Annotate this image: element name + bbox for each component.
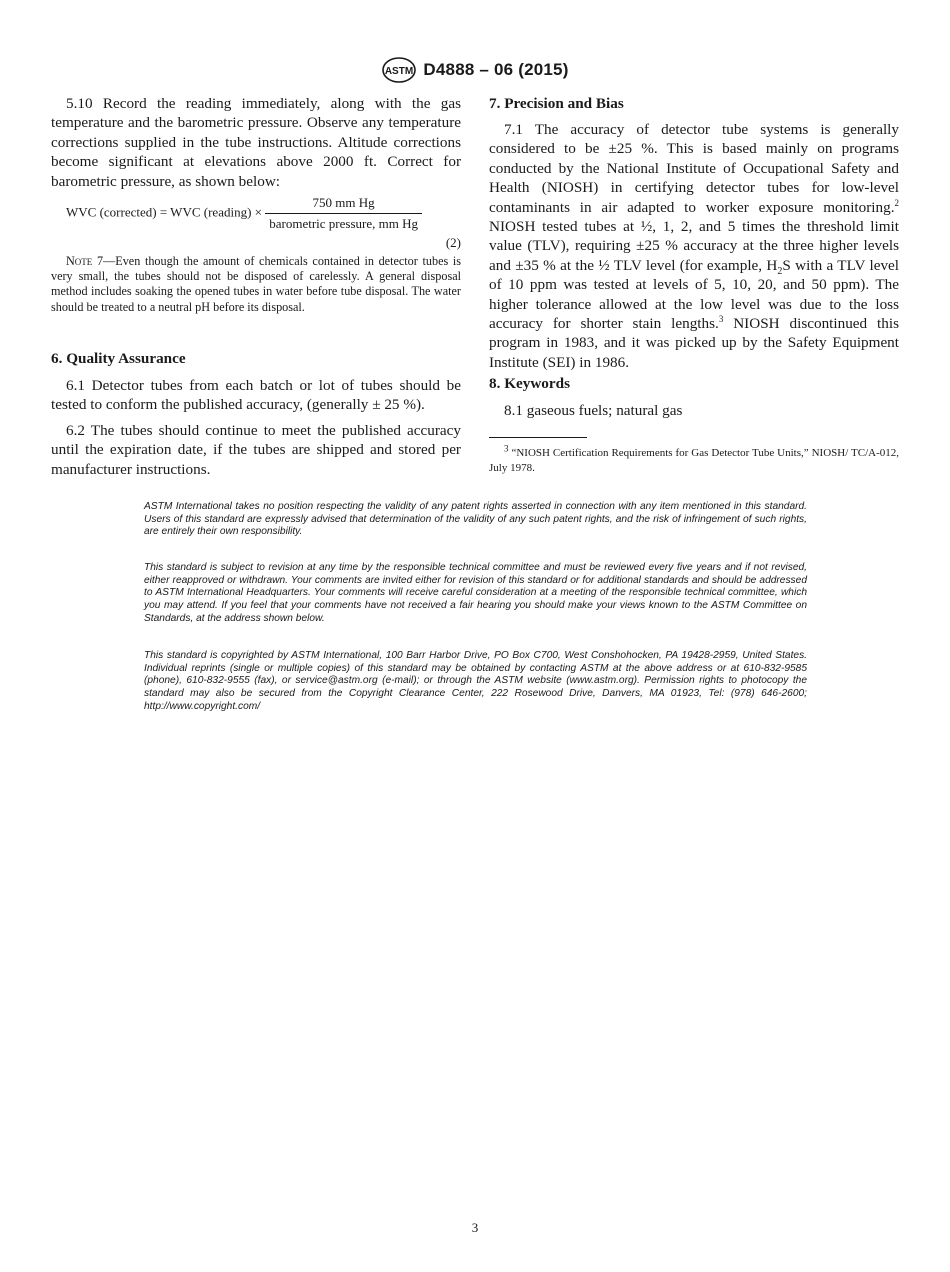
paragraph-6-2: 6.2 The tubes should continue to meet the published accuracy until the expiration date, if the tubes are shipped and stored per manufacturer instructions. <box>51 421 461 478</box>
equation-lhs: WVC (corrected) = WVC (reading) × <box>66 204 262 220</box>
equation-number: (2) <box>445 235 461 250</box>
equation-numerator: 750 mm Hg <box>265 195 422 214</box>
footnote-divider <box>489 437 587 438</box>
section-8-title: 8. Keywords <box>489 375 570 392</box>
paragraph-8-1: 8.1 gaseous fuels; natural gas <box>504 402 683 419</box>
designation: D4888 – 06 (2015) <box>423 60 569 79</box>
revision-notice: This standard is subject to revision at any time by the responsible technical committee and must be reviewed every five years and if not revised, either reapproved or withdrawn. Your comments are invited either for revision of this standard or for additional standards and should be addressed to ASTM International Headquarters. Your comments will receive careful consideration at a meeting of the responsible technical committee, which you may attend. If you feel that your comments have not received a fair hearing you should make your views known to the ASTM Committee on Standards, at the address shown below. <box>144 562 807 624</box>
footnote-3 <box>489 443 899 475</box>
section-6-title: 6. Quality Assurance <box>51 350 186 367</box>
p71-part-b: NIOSH tested tubes at ½, 1, 2, and 5 times the threshold limit value (TLV), requiring ±25 % accuracy at the three higher levels and ±35 % at the ½ TLV level (for example, H <box>489 218 899 274</box>
footnote-text: “NIOSH Certification Requirements for Gas Detector Tube Units,” NIOSH/ TC/A-012, July 1978. <box>489 447 899 474</box>
paragraph-6-1: 6.1 Detector tubes from each batch or lot of tubes should be tested to conform the published accuracy, (generally ± 25 %). <box>51 377 461 414</box>
section-7-title: 7. Precision and Bias <box>489 95 624 112</box>
section-7-body <box>489 120 899 372</box>
footnote-ref-2: 2 <box>894 197 899 208</box>
equation-body <box>66 195 422 232</box>
equation-denominator: barometric pressure, mm Hg <box>269 216 418 231</box>
paragraph-7-1 <box>489 120 899 372</box>
patent-notice: ASTM International takes no position respecting the validity of any patent rights asserted in connection with any item mentioned in this standard. Users of this standard are expressly advised that determination of the validity of any such patent rights, and the risk of infringement of such rights, are entirely their own responsibility. <box>144 501 807 538</box>
logo-text: ASTM <box>385 66 414 77</box>
note-7 <box>51 254 461 315</box>
section-6-body <box>51 376 461 479</box>
astm-logo <box>381 56 417 84</box>
p71-part-a: 7.1 The accuracy of detector tube systems is generally considered to be ±25 %. This is based mainly on programs conducted by the National Institute of Occupational Safety and Health (NIOSH) in certifying detector tubes for low-level contaminants in air adapted to worker exposure monitoring. <box>489 121 899 216</box>
section-8-body <box>489 401 899 420</box>
copyright-notice: This standard is copyrighted by ASTM International, 100 Barr Harbor Drive, PO Box C700, West Conshohocken, PA 19428-2959, United States. Individual reprints (single or multiple copies) of this standard may be obtained by contacting ASTM at the above address or at 610-832-9585 (phone), 610-832-9555 (fax), or service@astm.org (e-mail); or through the ASTM website (www.astm.org). Permission rights to photocopy the standard may also be secured from the Copyright Clearance Center, 222 Rosewood Drive, Danvers, MA 01923, Tel: (978) 646-2600; http://www.copyright.com/ <box>144 650 807 712</box>
page-header <box>0 56 950 84</box>
note-text: Even though the amount of chemicals contained in detector tubes is very small, the tubes should not be disposed of carelessly. A general disposal method includes soaking the opened tubes in water before tube disposal. The water should be treated to a neutral pH before its disposal. <box>51 254 462 314</box>
footnote-mark: 3 <box>504 443 509 454</box>
left-column <box>51 94 461 191</box>
p71-part-d: NIOSH discontinued this program in 1983, and it was picked up by the Safety Equipment Institute (SEI) in 1986. <box>489 315 899 371</box>
equation-fraction <box>265 195 422 232</box>
footnote-ref-3: 3 <box>718 314 724 324</box>
paragraph-5-10: 5.10 Record the reading immediately, along with the gas temperature and the barometric pressure. Observe any temperature corrections supplied in the tube instructions. Altitude corrections become significant at elevations above 2000 ft. Correct for barometric pressure, as shown below: <box>51 95 461 190</box>
page-number: 3 <box>471 1220 479 1235</box>
subscript-2: 2 <box>777 265 783 277</box>
note-label: Note 7— <box>66 254 116 268</box>
equation-2 <box>66 195 461 257</box>
p71-part-c: S with a TLV level of 10 ppm was tested at levels of 5, 10, 20, and 50 ppm). The higher tolerance allowed at the low level was due to the loss accuracy for shorter stain lengths. <box>489 256 899 333</box>
